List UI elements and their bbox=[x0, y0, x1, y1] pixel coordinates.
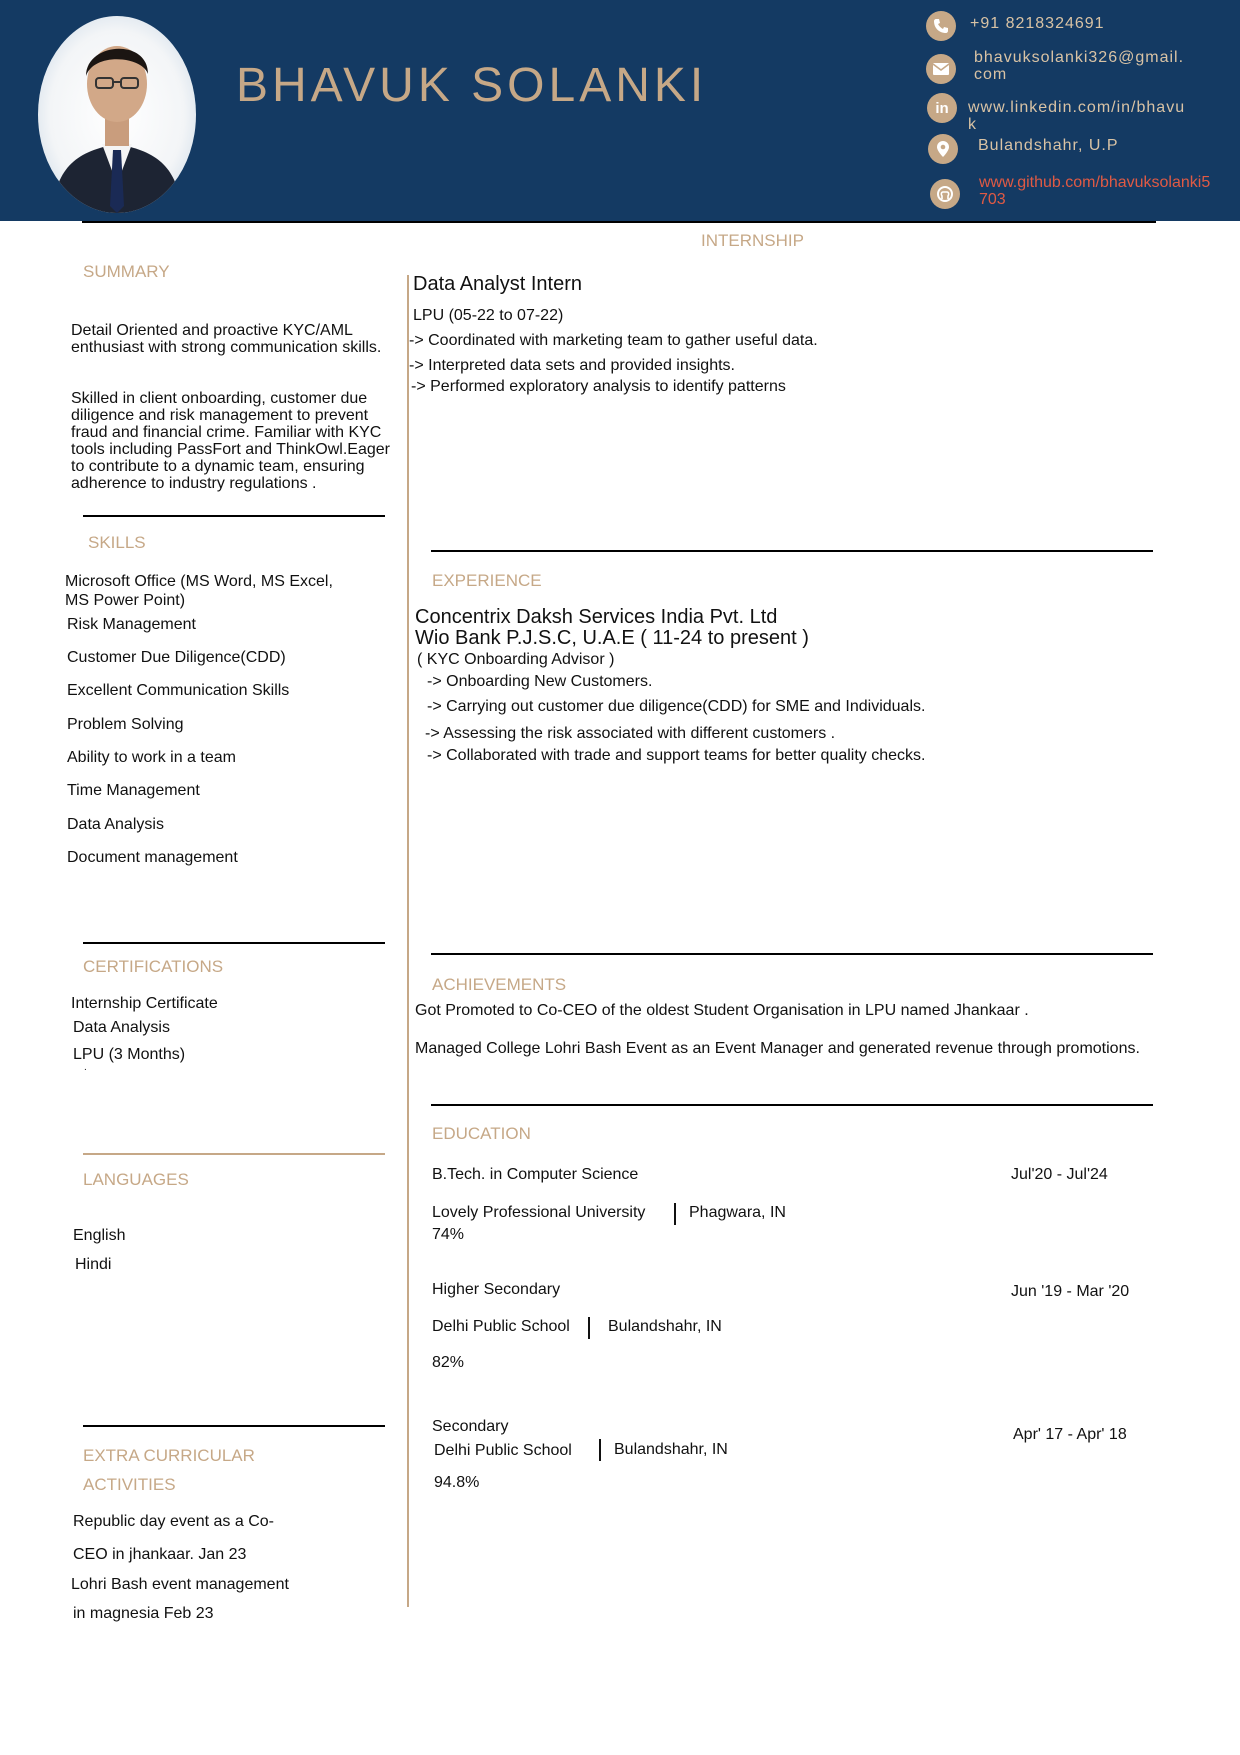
education-score: 74% bbox=[432, 1226, 465, 1243]
separator-bar bbox=[599, 1439, 601, 1461]
mail-icon bbox=[926, 54, 956, 84]
skill-item: Data Analysis bbox=[67, 816, 164, 833]
education-school: Delhi Public School bbox=[432, 1318, 570, 1335]
contact-email-line2: com bbox=[974, 66, 1008, 83]
summary-line: Detail Oriented and proactive KYC/AML bbox=[71, 322, 353, 339]
summary-line: Skilled in client onboarding, customer due bbox=[71, 390, 368, 407]
certification-line: Data Analysis bbox=[73, 1019, 170, 1036]
internship-heading: INTERNSHIP bbox=[701, 231, 804, 250]
summary-line: tools including PassFort and ThinkOwl.Eager bbox=[71, 441, 390, 458]
extracurricular-heading: ACTIVITIES bbox=[83, 1475, 176, 1494]
education-degree: Higher Secondary bbox=[432, 1281, 561, 1298]
internship-point: -> Coordinated with marketing team to gather useful data. bbox=[409, 332, 818, 349]
education-place: Bulandshahr, IN bbox=[614, 1441, 728, 1458]
summary-paragraph-2 bbox=[71, 390, 390, 492]
languages-divider bbox=[83, 1153, 385, 1155]
separator-bar bbox=[674, 1203, 676, 1225]
skills-divider bbox=[83, 515, 385, 517]
skill-item: Customer Due Diligence(CDD) bbox=[67, 649, 286, 666]
summary-line: fraud and financial crime. Familiar with KYC bbox=[71, 424, 382, 441]
experience-divider bbox=[431, 550, 1153, 552]
top-divider bbox=[82, 221, 1156, 223]
achievements-divider bbox=[431, 953, 1153, 955]
summary-heading: SUMMARY bbox=[83, 262, 170, 281]
contact-linkedin-line2: k bbox=[968, 116, 977, 133]
location-pin-icon bbox=[928, 134, 958, 164]
languages-heading: LANGUAGES bbox=[83, 1170, 189, 1189]
contact-email[interactable] bbox=[974, 49, 1184, 83]
contact-linkedin[interactable] bbox=[968, 99, 1185, 133]
certification-line: LPU (3 Months) bbox=[73, 1046, 186, 1063]
experience-client: Wio Bank P.J.S.C, U.A.E ( 11-24 to present ) bbox=[415, 627, 809, 649]
experience-role: ( KYC Onboarding Advisor ) bbox=[417, 651, 615, 668]
separator-bar bbox=[588, 1317, 590, 1339]
github-icon bbox=[930, 179, 960, 209]
extracurricular-divider bbox=[83, 1425, 385, 1427]
summary-line: adherence to industry regulations . bbox=[71, 475, 317, 492]
skill-item: Ability to work in a team bbox=[67, 749, 236, 766]
linkedin-icon: in bbox=[927, 93, 957, 123]
education-divider bbox=[431, 1104, 1153, 1106]
education-heading: EDUCATION bbox=[432, 1124, 531, 1143]
candidate-name: BHAVUK SOLANKI bbox=[236, 59, 708, 112]
experience-point: -> Assessing the risk associated with different customers . bbox=[425, 725, 836, 742]
skill-line: MS Power Point) bbox=[65, 592, 186, 609]
education-school: Lovely Professional University bbox=[432, 1204, 646, 1221]
activity-line: Lohri Bash event management bbox=[71, 1576, 289, 1593]
skills-heading: SKILLS bbox=[88, 533, 146, 552]
education-school: Delhi Public School bbox=[434, 1442, 572, 1459]
education-place: Phagwara, IN bbox=[689, 1204, 786, 1221]
internship-point: -> Interpreted data sets and provided insights. bbox=[409, 357, 735, 374]
skill-item: Risk Management bbox=[67, 616, 196, 633]
skill-item: Time Management bbox=[67, 782, 200, 799]
contact-linkedin-line1: www.linkedin.com/in/bhavu bbox=[968, 99, 1186, 116]
column-divider bbox=[407, 275, 409, 1607]
extracurricular-heading: EXTRA CURRICULAR bbox=[83, 1446, 255, 1465]
achievements-heading: ACHIEVEMENTS bbox=[432, 975, 567, 994]
internship-title: Data Analyst Intern bbox=[413, 273, 582, 295]
skill-item: Document management bbox=[67, 849, 238, 866]
education-dates: Jun '19 - Mar '20 bbox=[1011, 1283, 1130, 1300]
internship-org: LPU (05-22 to 07-22) bbox=[413, 307, 564, 324]
phone-icon bbox=[926, 11, 956, 41]
education-score: 82% bbox=[432, 1354, 465, 1371]
language-item: English bbox=[73, 1227, 126, 1244]
contact-email-line1: bhavuksolanki326@gmail. bbox=[974, 49, 1185, 66]
education-place: Bulandshahr, IN bbox=[608, 1318, 722, 1335]
language-item: Hindi bbox=[75, 1256, 112, 1273]
certification-line: . bbox=[84, 1062, 87, 1073]
education-degree: Secondary bbox=[432, 1418, 509, 1435]
profile-photo bbox=[38, 16, 196, 213]
contact-github-line1: www.github.com/bhavuksolanki5 bbox=[979, 174, 1211, 191]
contact-phone[interactable]: +91 8218324691 bbox=[970, 15, 1105, 32]
experience-point: -> Carrying out customer due diligence(CDD) for SME and Individuals. bbox=[427, 698, 926, 715]
activity-line: in magnesia Feb 23 bbox=[73, 1605, 214, 1622]
summary-line: to contribute to a dynamic team, ensuring bbox=[71, 458, 365, 475]
summary-line: enthusiast with strong communication skills. bbox=[71, 339, 382, 356]
achievement-item: Got Promoted to Co-CEO of the oldest Student Organisation in LPU named Jhankaar . bbox=[415, 1002, 1029, 1019]
activity-line: CEO in jhankaar. Jan 23 bbox=[73, 1546, 247, 1563]
skill-item: Problem Solving bbox=[67, 716, 184, 733]
activity-line: Republic day event as a Co- bbox=[73, 1513, 274, 1530]
internship-point: -> Performed exploratory analysis to identify patterns bbox=[411, 378, 786, 395]
contact-github-line2: 703 bbox=[979, 191, 1006, 208]
skill-item: Excellent Communication Skills bbox=[67, 682, 290, 699]
experience-heading: EXPERIENCE bbox=[432, 571, 542, 590]
certifications-heading: CERTIFICATIONS bbox=[83, 957, 224, 976]
experience-point: -> Collaborated with trade and support teams for better quality checks. bbox=[427, 747, 926, 764]
education-dates: Apr' 17 - Apr' 18 bbox=[1013, 1426, 1127, 1443]
summary-line: diligence and risk management to prevent bbox=[71, 407, 369, 424]
education-dates: Jul'20 - Jul'24 bbox=[1011, 1166, 1108, 1183]
experience-point: -> Onboarding New Customers. bbox=[427, 673, 653, 690]
achievement-item: Managed College Lohri Bash Event as an Event Manager and generated revenue through promotions. bbox=[415, 1040, 1140, 1057]
summary-paragraph-1 bbox=[71, 322, 381, 356]
education-degree: B.Tech. in Computer Science bbox=[432, 1166, 639, 1183]
contact-github[interactable] bbox=[979, 174, 1210, 208]
skill-line: Microsoft Office (MS Word, MS Excel, bbox=[65, 573, 333, 590]
experience-company: Concentrix Daksh Services India Pvt. Ltd bbox=[415, 606, 778, 628]
certification-line: Internship Certificate bbox=[71, 995, 218, 1012]
certifications-divider bbox=[83, 942, 385, 944]
skill-item bbox=[65, 572, 333, 610]
education-score: 94.8% bbox=[434, 1474, 480, 1491]
avatar bbox=[38, 16, 196, 213]
contact-location: Bulandshahr, U.P bbox=[978, 137, 1119, 154]
